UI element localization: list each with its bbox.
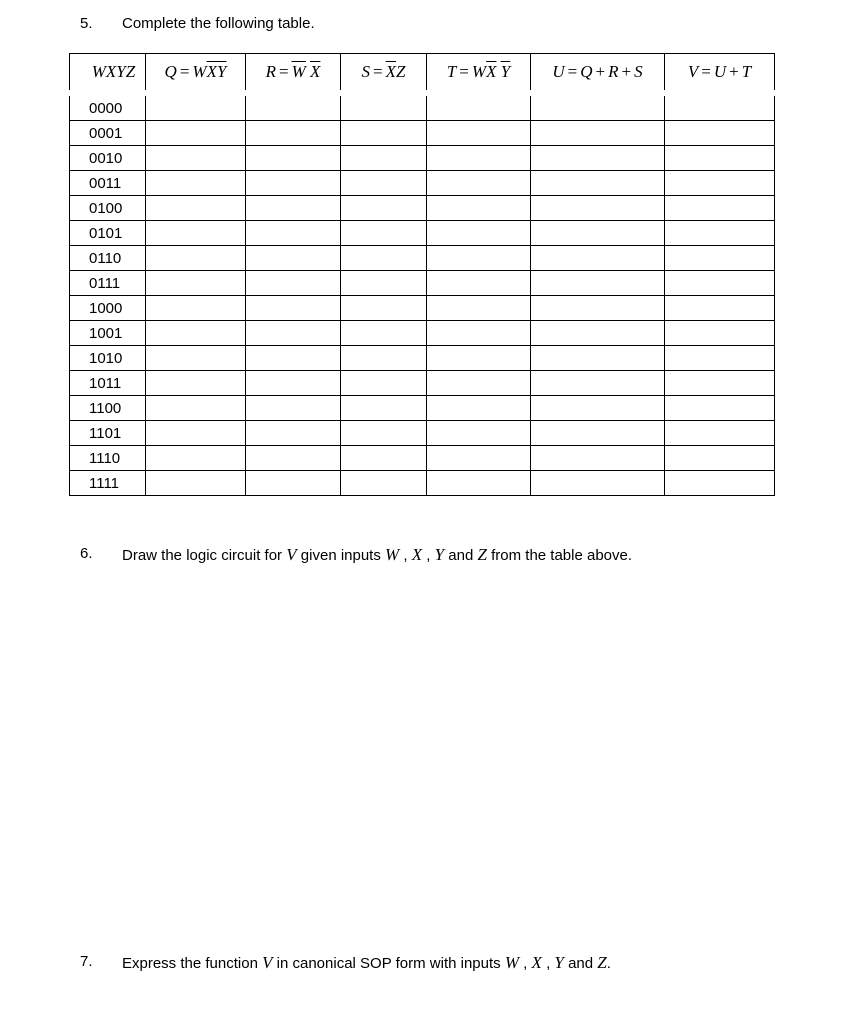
- answer-cell-q[interactable]: [146, 396, 246, 421]
- answer-cell-t[interactable]: [427, 196, 531, 221]
- answer-cell-v[interactable]: [665, 396, 775, 421]
- answer-cell-v[interactable]: [665, 121, 775, 146]
- answer-cell-r[interactable]: [246, 196, 341, 221]
- answer-cell-s[interactable]: [341, 171, 427, 196]
- answer-cell-u[interactable]: [531, 396, 665, 421]
- q7-and: and: [568, 955, 594, 972]
- answer-cell-r[interactable]: [246, 271, 341, 296]
- answer-cell-t[interactable]: [427, 421, 531, 446]
- answer-cell-t[interactable]: [427, 321, 531, 346]
- q7-text-2: in canonical SOP form with inputs: [276, 955, 501, 972]
- input-cell: 0111: [70, 271, 146, 296]
- header-v-eq: =: [701, 62, 711, 81]
- answer-cell-t[interactable]: [427, 271, 531, 296]
- header-r-eq: =: [278, 62, 289, 81]
- header-s: [341, 54, 427, 94]
- header-v-lhs: V: [687, 62, 699, 81]
- answer-cell-q[interactable]: [146, 346, 246, 371]
- header-q-lhs: Q: [164, 62, 177, 81]
- truth-table: [69, 53, 775, 496]
- answer-cell-r[interactable]: [246, 93, 341, 121]
- answer-cell-q[interactable]: [146, 196, 246, 221]
- answer-cell-q[interactable]: [146, 121, 246, 146]
- answer-cell-s[interactable]: [341, 121, 427, 146]
- input-cell: 1001: [70, 321, 146, 346]
- answer-cell-u[interactable]: [531, 171, 665, 196]
- answer-cell-v[interactable]: [665, 421, 775, 446]
- answer-cell-r[interactable]: [246, 121, 341, 146]
- input-cell: 1101: [70, 421, 146, 446]
- table-row: [70, 196, 775, 221]
- table-header-row: [70, 54, 775, 94]
- input-cell: 0001: [70, 121, 146, 146]
- q6-var-z: Z: [477, 545, 487, 564]
- answer-cell-v[interactable]: [665, 321, 775, 346]
- answer-cell-t[interactable]: [427, 446, 531, 471]
- q6-var-x: X: [411, 545, 423, 564]
- header-q-eq: =: [179, 62, 190, 81]
- answer-cell-s[interactable]: [341, 446, 427, 471]
- answer-cell-v[interactable]: [665, 371, 775, 396]
- table-row: [70, 121, 775, 146]
- header-v-plus: +: [729, 62, 739, 81]
- answer-cell-s[interactable]: [341, 246, 427, 271]
- header-s-z: Z: [396, 62, 406, 81]
- answer-cell-s[interactable]: [341, 321, 427, 346]
- table-row: [70, 271, 775, 296]
- answer-cell-r[interactable]: [246, 221, 341, 246]
- answer-cell-q[interactable]: [146, 271, 246, 296]
- header-r-lhs: R: [265, 62, 276, 81]
- answer-cell-t[interactable]: [427, 221, 531, 246]
- answer-cell-t[interactable]: [427, 246, 531, 271]
- answer-cell-r[interactable]: [246, 421, 341, 446]
- answer-cell-u[interactable]: [531, 346, 665, 371]
- answer-cell-s[interactable]: [341, 371, 427, 396]
- input-cell: 1000: [70, 296, 146, 321]
- header-u-plus2: +: [621, 62, 632, 81]
- header-t-eq: =: [459, 62, 469, 81]
- answer-cell-u[interactable]: [531, 221, 665, 246]
- answer-cell-v[interactable]: [665, 146, 775, 171]
- input-cell: 1010: [70, 346, 146, 371]
- q7-var-y: Y: [554, 953, 564, 972]
- answer-cell-v[interactable]: [665, 471, 775, 496]
- answer-cell-t[interactable]: [427, 296, 531, 321]
- header-u-q: Q: [580, 62, 593, 81]
- table-row: [70, 246, 775, 271]
- header-u-plus1: +: [595, 62, 606, 81]
- table-row: [70, 146, 775, 171]
- answer-cell-v[interactable]: [665, 271, 775, 296]
- table-row: [70, 221, 775, 246]
- q7-period: .: [606, 955, 611, 972]
- input-cell: 0101: [70, 221, 146, 246]
- q6-text-2: given inputs: [300, 547, 381, 564]
- answer-cell-q[interactable]: [146, 221, 246, 246]
- answer-cell-r[interactable]: [246, 371, 341, 396]
- answer-cell-t[interactable]: [427, 346, 531, 371]
- q6-var-v: V: [286, 545, 297, 564]
- answer-cell-v[interactable]: [665, 171, 775, 196]
- header-q-xy: $\overline{XY}$: [206, 62, 227, 81]
- answer-cell-q[interactable]: [146, 321, 246, 346]
- answer-cell-q[interactable]: [146, 296, 246, 321]
- answer-cell-u[interactable]: [531, 271, 665, 296]
- answer-cell-v[interactable]: [665, 93, 775, 121]
- table-row: [70, 371, 775, 396]
- answer-cell-t[interactable]: [427, 171, 531, 196]
- header-u-r: R: [608, 62, 619, 81]
- table-row: [70, 321, 775, 346]
- answer-cell-s[interactable]: [341, 296, 427, 321]
- answer-cell-r[interactable]: [246, 171, 341, 196]
- q7-var-x: X: [531, 953, 542, 972]
- q7-var-v: V: [262, 953, 273, 972]
- q6-text-3: from the table above.: [491, 547, 633, 564]
- header-q: [146, 54, 246, 94]
- answer-cell-t[interactable]: [427, 371, 531, 396]
- header-r: [246, 54, 341, 94]
- answer-cell-t[interactable]: [427, 121, 531, 146]
- q6-comma-1: ,: [403, 547, 408, 564]
- header-u-lhs: U: [552, 62, 565, 81]
- q6-text-1: Draw the logic circuit for: [122, 547, 283, 564]
- answer-cell-q[interactable]: [146, 471, 246, 496]
- answer-cell-u[interactable]: [531, 246, 665, 271]
- header-r-w: $\overline{W}$: [291, 62, 306, 81]
- table-row: [70, 296, 775, 321]
- answer-cell-u[interactable]: [531, 371, 665, 396]
- answer-cell-r[interactable]: [246, 396, 341, 421]
- answer-cell-s[interactable]: [341, 271, 427, 296]
- answer-cell-r[interactable]: [246, 321, 341, 346]
- answer-cell-s[interactable]: [341, 93, 427, 121]
- header-wxyz: WXYZ: [70, 54, 146, 94]
- question-6-number: 6.: [80, 545, 93, 562]
- input-cell: 0110: [70, 246, 146, 271]
- answer-cell-q[interactable]: [146, 446, 246, 471]
- answer-cell-r[interactable]: [246, 346, 341, 371]
- header-u: [531, 54, 665, 94]
- answer-cell-u[interactable]: [531, 196, 665, 221]
- answer-cell-q[interactable]: [146, 371, 246, 396]
- header-u-eq: =: [567, 62, 578, 81]
- q6-var-y: Y: [434, 545, 445, 564]
- answer-cell-v[interactable]: [665, 221, 775, 246]
- header-t-lhs: T: [446, 62, 457, 81]
- table-row: [70, 446, 775, 471]
- input-cell: 0100: [70, 196, 146, 221]
- question-5-text: Complete the following table.: [122, 15, 315, 32]
- truth-table-body: [70, 93, 775, 496]
- answer-cell-s[interactable]: [341, 221, 427, 246]
- answer-cell-t[interactable]: [427, 93, 531, 121]
- input-cell: 0011: [70, 171, 146, 196]
- answer-cell-r[interactable]: [246, 446, 341, 471]
- table-row: [70, 93, 775, 121]
- answer-cell-t[interactable]: [427, 471, 531, 496]
- header-t-x: $\overline{X}$: [486, 62, 497, 81]
- input-cell: 1111: [70, 471, 146, 496]
- table-row: [70, 171, 775, 196]
- q6-var-w: W: [385, 545, 400, 564]
- header-t: [427, 54, 531, 94]
- answer-cell-r[interactable]: [246, 471, 341, 496]
- answer-cell-v[interactable]: [665, 296, 775, 321]
- answer-cell-q[interactable]: [146, 246, 246, 271]
- answer-cell-r[interactable]: [246, 296, 341, 321]
- input-cell: 0010: [70, 146, 146, 171]
- answer-cell-s[interactable]: [341, 346, 427, 371]
- answer-cell-u[interactable]: [531, 471, 665, 496]
- q7-text-1: Express the function: [122, 955, 258, 972]
- q7-comma-2: ,: [546, 955, 551, 972]
- answer-cell-v[interactable]: [665, 346, 775, 371]
- answer-cell-t[interactable]: [427, 146, 531, 171]
- answer-cell-u[interactable]: [531, 321, 665, 346]
- answer-cell-u[interactable]: [531, 446, 665, 471]
- question-6-text: [122, 545, 632, 565]
- answer-cell-v[interactable]: [665, 446, 775, 471]
- q6-and: and: [448, 547, 474, 564]
- question-7-text: [122, 953, 611, 973]
- header-q-w: W: [192, 62, 207, 81]
- header-s-lhs: S: [361, 62, 371, 81]
- table-row: [70, 396, 775, 421]
- header-s-eq: =: [373, 62, 383, 81]
- header-v: [665, 54, 775, 94]
- header-t-y: $\overline{Y}$: [500, 62, 511, 81]
- answer-cell-v[interactable]: [665, 196, 775, 221]
- header-t-w: W: [471, 62, 487, 81]
- answer-cell-s[interactable]: [341, 396, 427, 421]
- answer-cell-s[interactable]: [341, 421, 427, 446]
- header-u-s: S: [634, 62, 643, 81]
- input-cell: 0000: [70, 93, 146, 121]
- answer-cell-u[interactable]: [531, 296, 665, 321]
- header-v-t: T: [741, 62, 752, 81]
- q6-comma-2: ,: [426, 547, 431, 564]
- answer-cell-s[interactable]: [341, 471, 427, 496]
- header-s-x: $\overline{X}$: [385, 62, 396, 81]
- q7-comma-1: ,: [523, 955, 528, 972]
- input-cell: 1011: [70, 371, 146, 396]
- answer-cell-s[interactable]: [341, 146, 427, 171]
- answer-cell-u[interactable]: [531, 146, 665, 171]
- question-7-number: 7.: [80, 953, 93, 970]
- answer-cell-q[interactable]: [146, 421, 246, 446]
- answer-cell-u[interactable]: [531, 121, 665, 146]
- q7-var-z: Z: [597, 953, 607, 972]
- answer-cell-v[interactable]: [665, 246, 775, 271]
- answer-cell-q[interactable]: [146, 171, 246, 196]
- answer-cell-u[interactable]: [531, 421, 665, 446]
- answer-cell-r[interactable]: [246, 146, 341, 171]
- table-row: [70, 346, 775, 371]
- input-cell: 1110: [70, 446, 146, 471]
- table-row: [70, 421, 775, 446]
- question-5-number: 5.: [80, 15, 93, 32]
- answer-cell-u[interactable]: [531, 93, 665, 121]
- header-v-u: U: [713, 62, 727, 81]
- input-cell: 1100: [70, 396, 146, 421]
- answer-cell-q[interactable]: [146, 93, 246, 121]
- q7-var-w: W: [504, 953, 519, 972]
- table-row: [70, 471, 775, 496]
- answer-cell-t[interactable]: [427, 396, 531, 421]
- answer-cell-r[interactable]: [246, 246, 341, 271]
- answer-cell-q[interactable]: [146, 146, 246, 171]
- header-r-x: $\overline{X}$: [310, 62, 321, 81]
- answer-cell-s[interactable]: [341, 196, 427, 221]
